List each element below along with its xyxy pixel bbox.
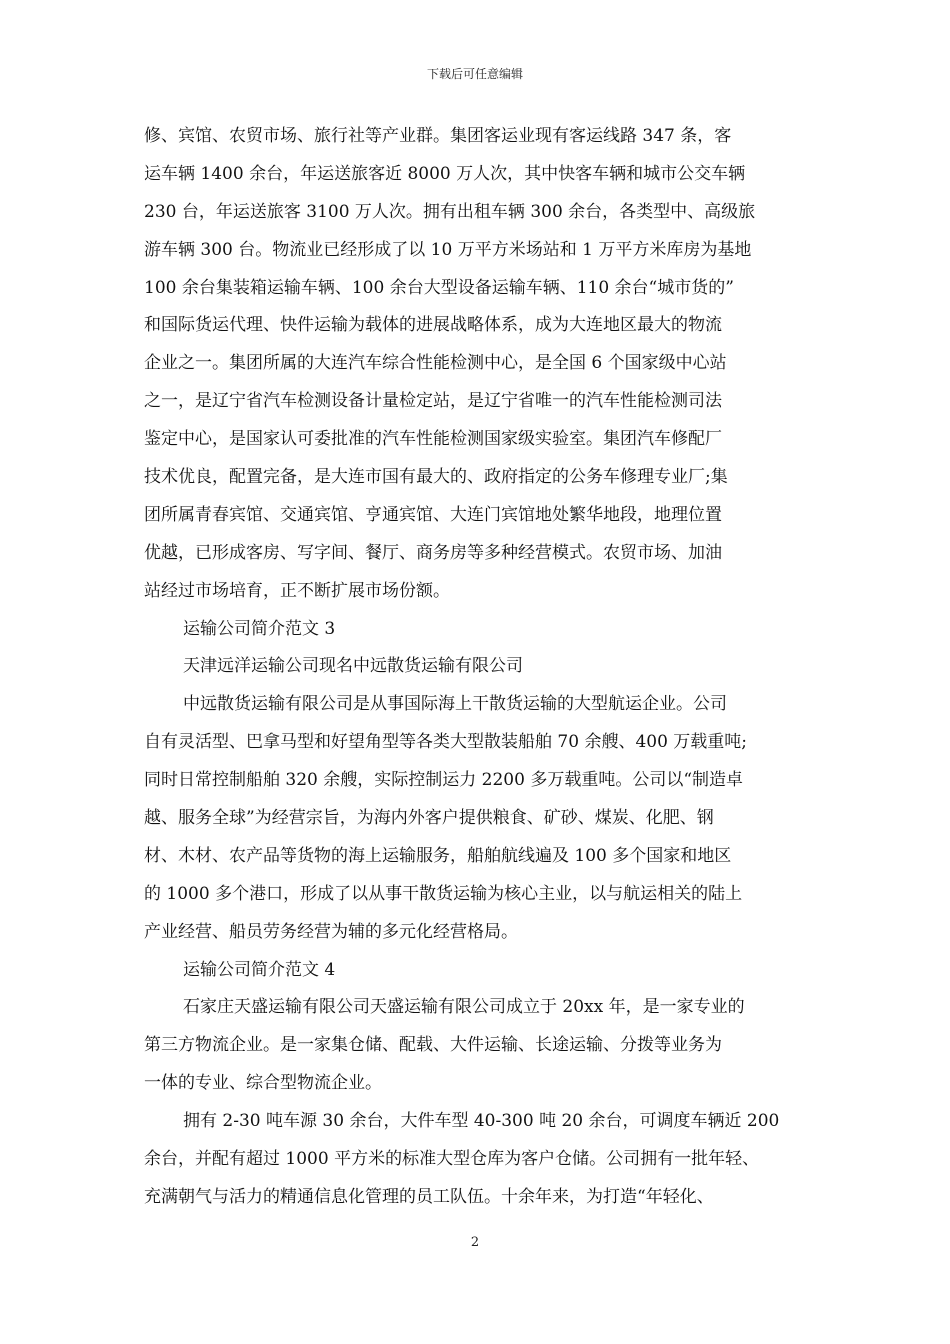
text-line: 技术优良，配置完备，是大连市国有最大的、政府指定的公务车修理专业厂;集 [144,467,728,488]
text-line: 230 台，年运送旅客 3100 万人次。拥有出租车辆 300 余台，各类型中、高级旅 [144,201,756,222]
text-line: 站经过市场培育，正不断扩展市场份额。 [144,580,450,601]
text-line: 之一，是辽宁省汽车检测设备计量检定站，是辽宁省唯一的汽车性能检测司法 [144,391,722,412]
text-line: 100 余台集装箱运输车辆、100 余台大型设备运输车辆、110 余台“城市货的” [144,277,734,298]
text-line: 第三方物流企业。是一家集仓储、配载、大件运输、长途运输、分拨等业务为 [144,1035,722,1056]
page-number: 2 [470,1235,480,1250]
page-header: 下载后可任意编辑 [426,67,523,81]
text-line: 同时日常控制船舶 320 余艘，实际控制运力 2200 多万载重吨。公司以“制造卓 [144,770,744,791]
section-heading: 运输公司简介范文 3 [183,618,336,639]
text-line: 和国际货运代理、快件运输为载体的进展战略体系，成为大连地区最大的物流 [144,315,722,336]
text-line: 自有灵活型、巴拿马型和好望角型等各类大型散装船舶 70 余艘、400 万载重吨; [144,732,748,753]
text-line: 越、服务全球”为经营宗旨，为海内外客户提供粮食、矿砂、煤炭、化肥、钢 [144,808,714,829]
text-line: 团所属青春宾馆、交通宾馆、亨通宾馆、大连门宾馆地处繁华地段，地理位置 [144,504,722,525]
paragraph-start-line: 拥有 2-30 吨车源 30 余台，大件车型 40-300 吨 20 余台，可调度车辆近 200 [183,1111,780,1132]
text-line: 企业之一。集团所属的大连汽车综合性能检测中心，是全国 6 个国家级中心站 [144,353,727,374]
paragraph-start-line: 中远散货运输有限公司是从事国际海上干散货运输的大型航运企业。公司 [183,694,727,715]
text-line: 的 1000 多个港口，形成了以从事干散货运输为核心主业，以与航运相关的陆上 [144,883,743,904]
text-line: 修、宾馆、农贸市场、旅行社等产业群。集团客运业现有客运线路 347 条，客 [144,126,732,146]
text-line: 余台，并配有超过 1000 平方米的标准大型仓库为客户仓储。公司拥有一批年轻、 [144,1149,760,1170]
paragraph-start-line: 石家庄天盛运输有限公司天盛运输有限公司成立于 20xx 年，是一家专业的 [183,997,745,1018]
text-line: 鉴定中心，是国家认可委批准的汽车性能检测国家级实验室。集团汽车修配厂 [144,429,722,450]
text-line: 运车辆 1400 余台，年运送旅客近 8000 万人次，其中快客车辆和城市公交车辆 [144,163,746,184]
text-line: 材、木材、农产品等货物的海上运输服务，船舶航线遍及 100 多个国家和地区 [144,845,732,866]
text-line: 优越，已形成客房、写字间、餐厅、商务房等多种经营模式。农贸市场、加油 [144,542,722,563]
section-heading: 运输公司简介范文 4 [183,959,336,980]
text-line: 产业经营、船员劳务经营为辅的多元化经营格局。 [144,921,518,942]
company-name-line: 天津远洋运输公司现名中远散货运输有限公司 [183,656,523,677]
document-body [144,118,814,1217]
text-line: 充满朝气与活力的精通信息化管理的员工队伍。十余年来，为打造“年轻化、 [144,1186,714,1207]
text-line: 游车辆 300 台。物流业已经形成了以 10 万平方米场站和 1 万平方米库房为基地 [144,239,752,260]
text-line: 一体的专业、综合型物流企业。 [144,1073,382,1094]
